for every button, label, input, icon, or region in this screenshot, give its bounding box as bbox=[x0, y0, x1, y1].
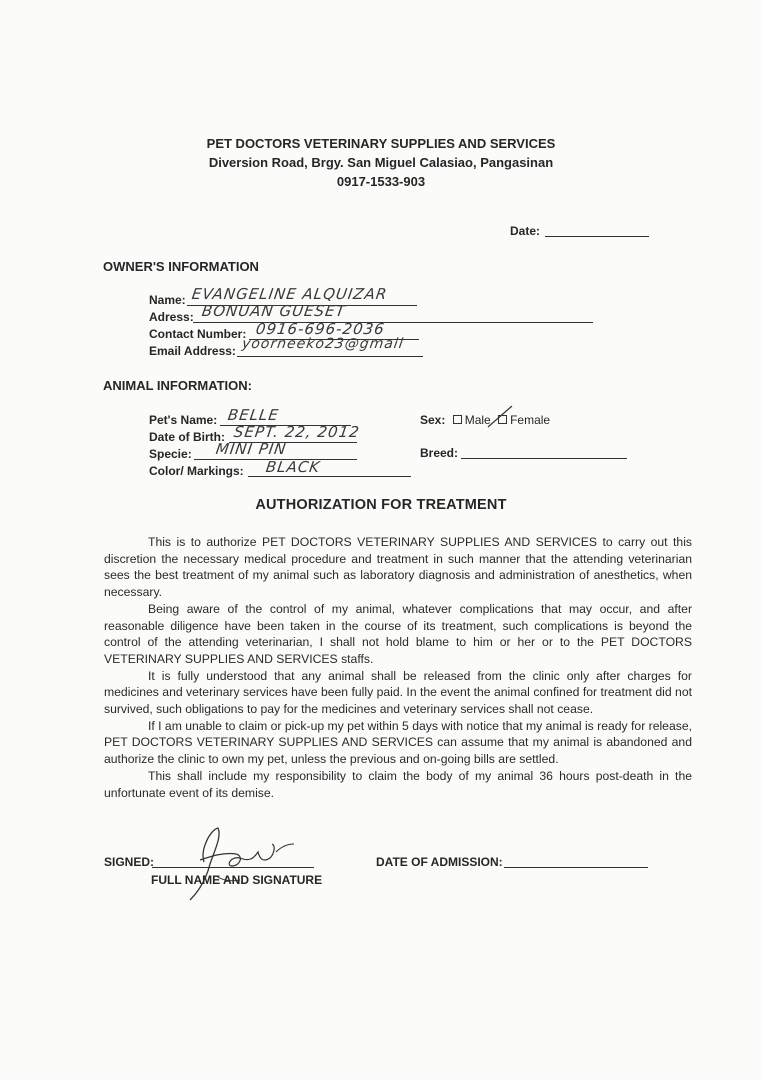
owner-name-label: Name: bbox=[149, 293, 186, 307]
date-label: Date: bbox=[510, 224, 541, 238]
color-markings-field[interactable] bbox=[248, 476, 411, 477]
breed-label: Breed: bbox=[420, 446, 459, 460]
signature-caption: FULL NAME AND SIGNATURE bbox=[151, 873, 323, 887]
male-option-label: Male bbox=[464, 413, 491, 427]
date-field[interactable] bbox=[545, 236, 649, 237]
color-markings-value: BLACK bbox=[264, 458, 322, 476]
owner-email-field[interactable] bbox=[237, 356, 423, 357]
authorization-paragraph-5: This shall include my responsibility to claim the body of my animal 36 hours post-death in the unfortunate event of its demise. bbox=[104, 768, 692, 800]
authorization-paragraph-4: If I am unable to claim or pick-up my pet within 5 days with notice that my animal is ready for release, PET DOCTORS VETERINARY SUPPLIES AND SERVICES can assume that my animal is abandoned and authorize the clinic to own my pet, unless the previous and on-going bills are settled. bbox=[104, 718, 692, 767]
owner-email-value: yoorneeko23@gmail bbox=[240, 336, 405, 352]
female-checkmark bbox=[486, 403, 516, 431]
authorization-title: AUTHORIZATION FOR TREATMENT bbox=[255, 497, 507, 513]
authorization-paragraph-1: This is to authorize PET DOCTORS VETERINARY SUPPLIES AND SERVICES to carry out this discretion the necessary medical procedure and treatment in such manner that the attending veterinarian sees the best treatment of my animal such as laboratory diagnosis and administration of anesthetics, when necessary. bbox=[104, 535, 692, 600]
specie-value: MINI PIN bbox=[214, 440, 288, 458]
specie-label: Specie: bbox=[149, 447, 192, 461]
owner-email-label: Email Address: bbox=[149, 344, 236, 358]
female-option-label: Female bbox=[510, 413, 551, 427]
date-of-admission-label: DATE OF ADMISSION: bbox=[376, 855, 503, 869]
clinic-name: PET DOCTORS VETERINARY SUPPLIES AND SERVICES bbox=[206, 136, 556, 151]
owner-contact-label: Contact Number: bbox=[149, 327, 247, 341]
owner-address-field[interactable] bbox=[193, 322, 593, 323]
clinic-phone: 0917-1533-903 bbox=[336, 174, 426, 189]
owner-address-value: BONUAN GUESET bbox=[200, 302, 348, 320]
owner-address-label: Adress: bbox=[149, 310, 194, 324]
authorization-body bbox=[104, 534, 692, 801]
male-checkbox[interactable] bbox=[453, 415, 462, 424]
pet-name-value: BELLE bbox=[226, 406, 281, 424]
handwritten-signature bbox=[160, 822, 300, 904]
authorization-paragraph-2: Being aware of the control of my animal, whatever complications that may occur, and after reasonable diligence have been taken in the course of its treatment, such complications is beyond the control of the attending veterinarian, I shall not hold blame to him or her or to the PET DOCTORS VETERINARY SUPPLIES AND SERVICES staffs. bbox=[104, 601, 692, 666]
sex-label: Sex: bbox=[420, 413, 446, 427]
clinic-address: Diversion Road, Brgy. San Miguel Calasiao, Pangasinan bbox=[208, 155, 554, 170]
pet-name-label: Pet's Name: bbox=[149, 413, 218, 427]
owner-section-title: OWNER'S INFORMATION bbox=[103, 259, 259, 274]
signed-label: SIGNED: bbox=[104, 855, 155, 869]
date-of-admission-field[interactable] bbox=[504, 867, 648, 868]
dob-label: Date of Birth: bbox=[149, 430, 225, 444]
color-markings-label: Color/ Markings: bbox=[149, 464, 244, 478]
animal-section-title: ANIMAL INFORMATION: bbox=[103, 378, 252, 393]
owner-name-value: EVANGELINE ALQUIZAR bbox=[190, 285, 389, 303]
breed-field[interactable] bbox=[461, 458, 627, 459]
dob-value: SEPT. 22, 2012 bbox=[232, 423, 362, 441]
owner-contact-value: 0916-696-2036 bbox=[254, 320, 387, 338]
authorization-paragraph-3: It is fully understood that any animal shall be released from the clinic only after charges for medicines and veterinary services have been fully paid. In the event the animal confined for treatment did not survived, such obligations to pay for the medicines and veterinary services shall not cease. bbox=[104, 668, 692, 717]
